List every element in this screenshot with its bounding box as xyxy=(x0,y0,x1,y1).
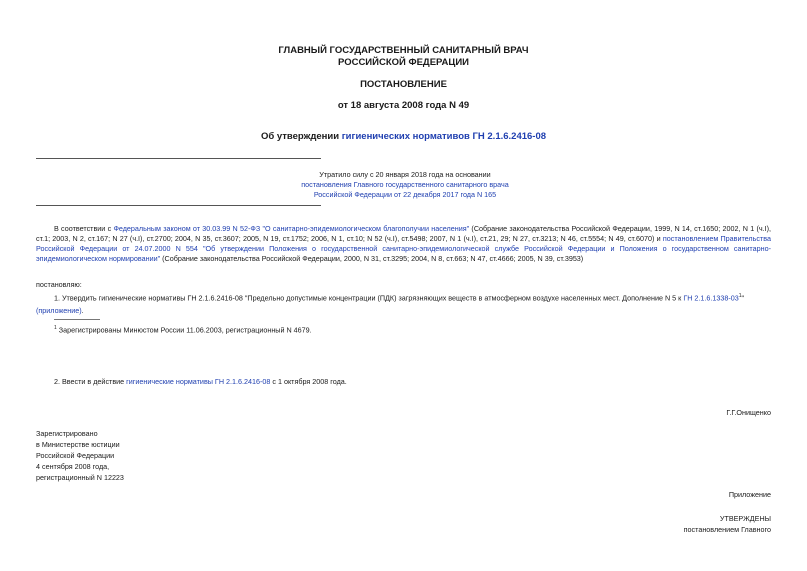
registration-line-1: Зарегистрировано xyxy=(36,429,98,438)
gn-2416-link[interactable]: гигиенические нормативы ГН 2.1.6.2416-08 xyxy=(126,377,271,386)
divider-top xyxy=(36,158,321,159)
preamble-paragraph xyxy=(36,224,771,264)
status-note xyxy=(180,170,630,200)
registration-line-3: Российской Федерации xyxy=(36,451,115,460)
approved-word: УТВЕРЖДЕНЫ xyxy=(719,514,771,523)
signature: Г.Г.Онищенко xyxy=(726,408,771,417)
resolve-word: постановляю: xyxy=(36,280,82,289)
document-date: от 18 августа 2008 года N 49 xyxy=(337,100,470,111)
title-link[interactable]: гигиенических нормативов ГН 2.1.6.2416-08 xyxy=(341,131,547,142)
gn-1338-link[interactable]: ГН 2.1.6.1338-03 xyxy=(683,293,739,303)
approval-block xyxy=(684,513,771,535)
federal-law-link[interactable]: Федеральным законом от 30.03.99 N 52-ФЗ "О санитарно-эпидемиологическом благополучии населения" xyxy=(113,224,470,233)
item-1-paragraph xyxy=(36,290,771,317)
registration-line-2: в Министерстве юстиции xyxy=(36,440,120,449)
footnote-divider xyxy=(54,319,100,320)
item-1-end: . xyxy=(81,306,84,316)
footnote-number: 1 xyxy=(54,325,57,331)
title-prefix: Об утверждении xyxy=(260,131,342,142)
status-link-line-3[interactable]: Российской Федерации от 22 декабря 2017 года N 165 xyxy=(313,190,497,199)
appendix-link[interactable]: (приложение) xyxy=(36,306,82,316)
preamble-text-2: (Собрание законодательства Российской Федерации, 1999, N 14, ст.1650; 2002, N 1 (ч.I), ст.1; 2003, N 2, ст.167; N 27 (ч.I), ст.2700; 2004, N 35, ст.3607; 2005, N 19, ст.1752; 2006, N 1, ст.10; N 52 (ч.I), ст.5498; 2007, N 1 (ч.I), ст.21, 29; N 27, ст.3213; N 46, ст.5554; N 49, ст.6070) и xyxy=(36,224,771,243)
item-1-text: 1. Утвердить гигиенические нормативы ГН 2.1.6.2416-08 "Предельно допустимые концентрации (ПДК) загрязняющих веществ в атмосферном воздухе населенных мест. Дополнение N 5 к xyxy=(54,293,684,303)
divider-bottom xyxy=(36,205,321,206)
authority-line-1: ГЛАВНЫЙ ГОСУДАРСТВЕННЫЙ САНИТАРНЫЙ ВРАЧ xyxy=(278,45,529,56)
footnote-marker: 1 xyxy=(738,293,742,299)
appendix-label: Приложение xyxy=(728,490,771,499)
quote-close: " xyxy=(741,293,745,303)
government-resolution-link[interactable]: постановлением Правительства Российской Федерации от 24.07.2000 N 554 "Об утверждении Положения о государственной санитарно-эпидемиологической службе Российской Федерации и Положения о государственном санитарно-эпидемиологическом нормировании" xyxy=(36,234,771,263)
item-2-end: с 1 октября 2008 года. xyxy=(270,377,347,386)
approved-by: постановлением Главного xyxy=(683,525,771,534)
document-title xyxy=(0,131,807,143)
status-link-line-2[interactable]: постановления Главного государственного санитарного врача xyxy=(301,180,509,189)
footnote xyxy=(54,323,312,335)
preamble-text-3: (Собрание законодательства Российской Федерации, 2000, N 31, ст.3295; 2004, N 8, ст.663; N 47, ст.4666; 2005, N 39, ст.3953) xyxy=(160,254,584,263)
footnote-text: Зарегистрированы Минюстом России 11.06.2003, регистрационный N 4679. xyxy=(56,325,312,335)
document-type: ПОСТАНОВЛЕНИЕ xyxy=(360,79,447,90)
authority-heading xyxy=(0,45,807,69)
registration-line-5: регистрационный N 12223 xyxy=(36,473,124,482)
item-2-text: 2. Ввести в действие xyxy=(54,377,127,386)
status-line-1: Утратило силу с 20 января 2018 года на основании xyxy=(319,170,491,179)
item-2-paragraph xyxy=(54,377,347,387)
registration-line-4: 4 сентября 2008 года, xyxy=(36,462,110,471)
authority-line-2: РОССИЙСКОЙ ФЕДЕРАЦИИ xyxy=(337,57,469,68)
preamble-text-1: В соответствии с xyxy=(54,224,114,233)
registration-block xyxy=(36,428,124,483)
